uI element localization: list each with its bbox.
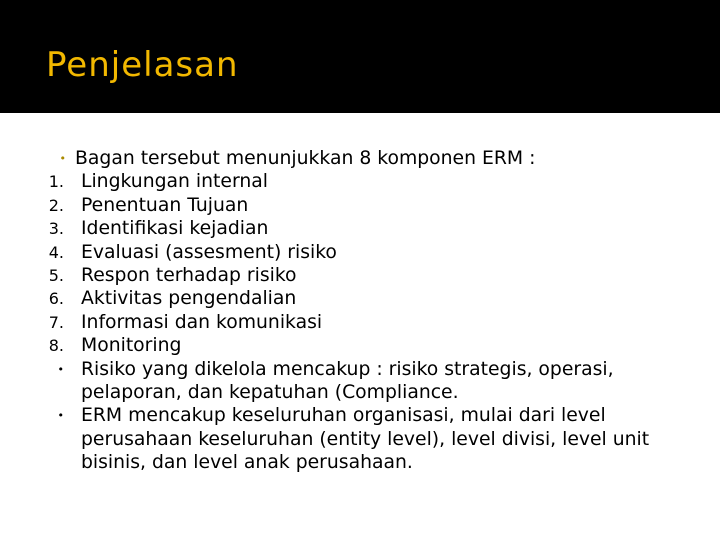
slide-title: Penjelasan [46,45,239,85]
title-bar [0,0,720,113]
list-item [0,287,720,310]
list-number: 8. [48,336,64,356]
list-number: 3. [48,219,64,239]
intro-row [0,147,720,170]
list-item-text: Monitoring [81,335,182,357]
list-item-text: Identifikasi kejadian [81,218,269,240]
bullet-marker: • [59,152,66,165]
list-item-text: Evaluasi (assesment) risiko [81,241,337,263]
list-item [0,217,720,240]
list-number: 2. [48,195,64,215]
list-number: 1. [48,172,64,192]
bullet-item [0,358,720,405]
bullet-text: ERM mencakup keseluruhan organisasi, mulai dari level perusahaan keseluruhan (entity level), level divisi, level unit bisinis, dan level anak perusahaan. [81,405,650,474]
list-item [0,194,720,217]
list-item-text: Lingkungan internal [81,171,268,193]
intro-text: Bagan tersebut menunjukkan 8 komponen ERM : [75,148,536,169]
list-number: 4. [48,242,64,262]
list-item-text: Penentuan Tujuan [81,194,249,216]
bullet-item [0,404,720,474]
list-item [0,170,720,193]
bullet-marker: • [57,362,64,376]
list-item [0,334,720,357]
list-item-text: Aktivitas pengendalian [81,288,297,310]
list-item-text: Informasi dan komunikasi [81,311,323,333]
bullet-marker: • [57,409,64,423]
list-number: 7. [48,312,64,332]
list-number: 5. [48,265,64,285]
bullet-text: Risiko yang dikelola mencakup : risiko strategis, operasi, pelaporan, dan kepatuhan (Compliance. [81,358,614,403]
list-item-text: Respon terhadap risiko [81,264,297,286]
list-number: 6. [48,289,64,309]
list-item [0,264,720,287]
list-item [0,311,720,334]
slide-body [0,147,720,475]
list-item [0,241,720,264]
